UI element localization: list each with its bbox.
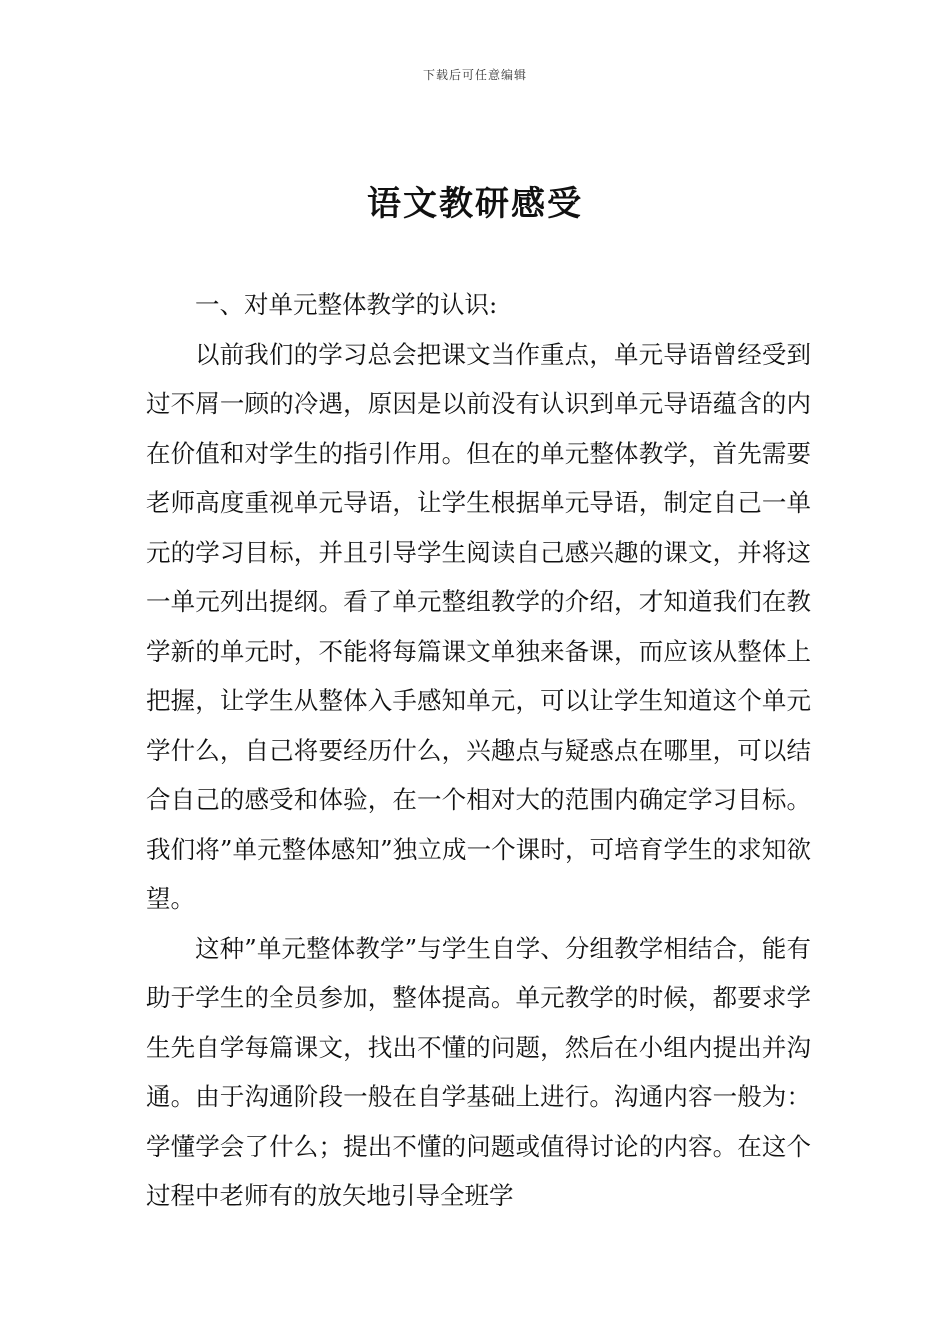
document-body: [146, 280, 811, 1221]
paragraph-1: 以前我们的学习总会把课文当作重点，单元导语曾经受到过不屑一顾的冷遇，原因是以前没有认识到单元导语蕴含的内在价值和对学生的指引作用。但在的单元整体教学，首先需要老师高度重视单元导语，让学生根据单元导语，制定自己一单元的学习目标，并且引导学生阅读自己感兴趣的课文，并将这一单元列出提纲。看了单元整组教学的介绍，才知道我们在教学新的单元时，不能将每篇课文单独来备课，而应该从整体上把握，让学生从整体入手感知单元，可以让学生知道这个单元学什么，自己将要经历什么，兴趣点与疑惑点在哪里，可以结合自己的感受和体验，在一个相对大的范围内确定学习目标。我们将”单元整体感知”独立成一个课时，可培育学生的求知欲望。: [146, 339, 811, 913]
document-title: 语文教研感受: [367, 184, 583, 224]
paragraph-2: 这种”单元整体教学”与学生自学、分组教学相结合，能有助于学生的全员参加，整体提高。单元教学的时候，都要求学生先自学每篇课文，找出不懂的问题，然后在小组内提出并沟通。由于沟通阶段一般在自学基础上进行。沟通内容一般为：学懂学会了什么；提出不懂的问题或值得讨论的内容。在这个过程中老师有的放矢地引导全班学: [146, 933, 811, 1210]
header-note: 下载后可任意编辑: [422, 68, 527, 82]
section-heading: 一、对单元整体教学的认识:: [195, 290, 498, 319]
